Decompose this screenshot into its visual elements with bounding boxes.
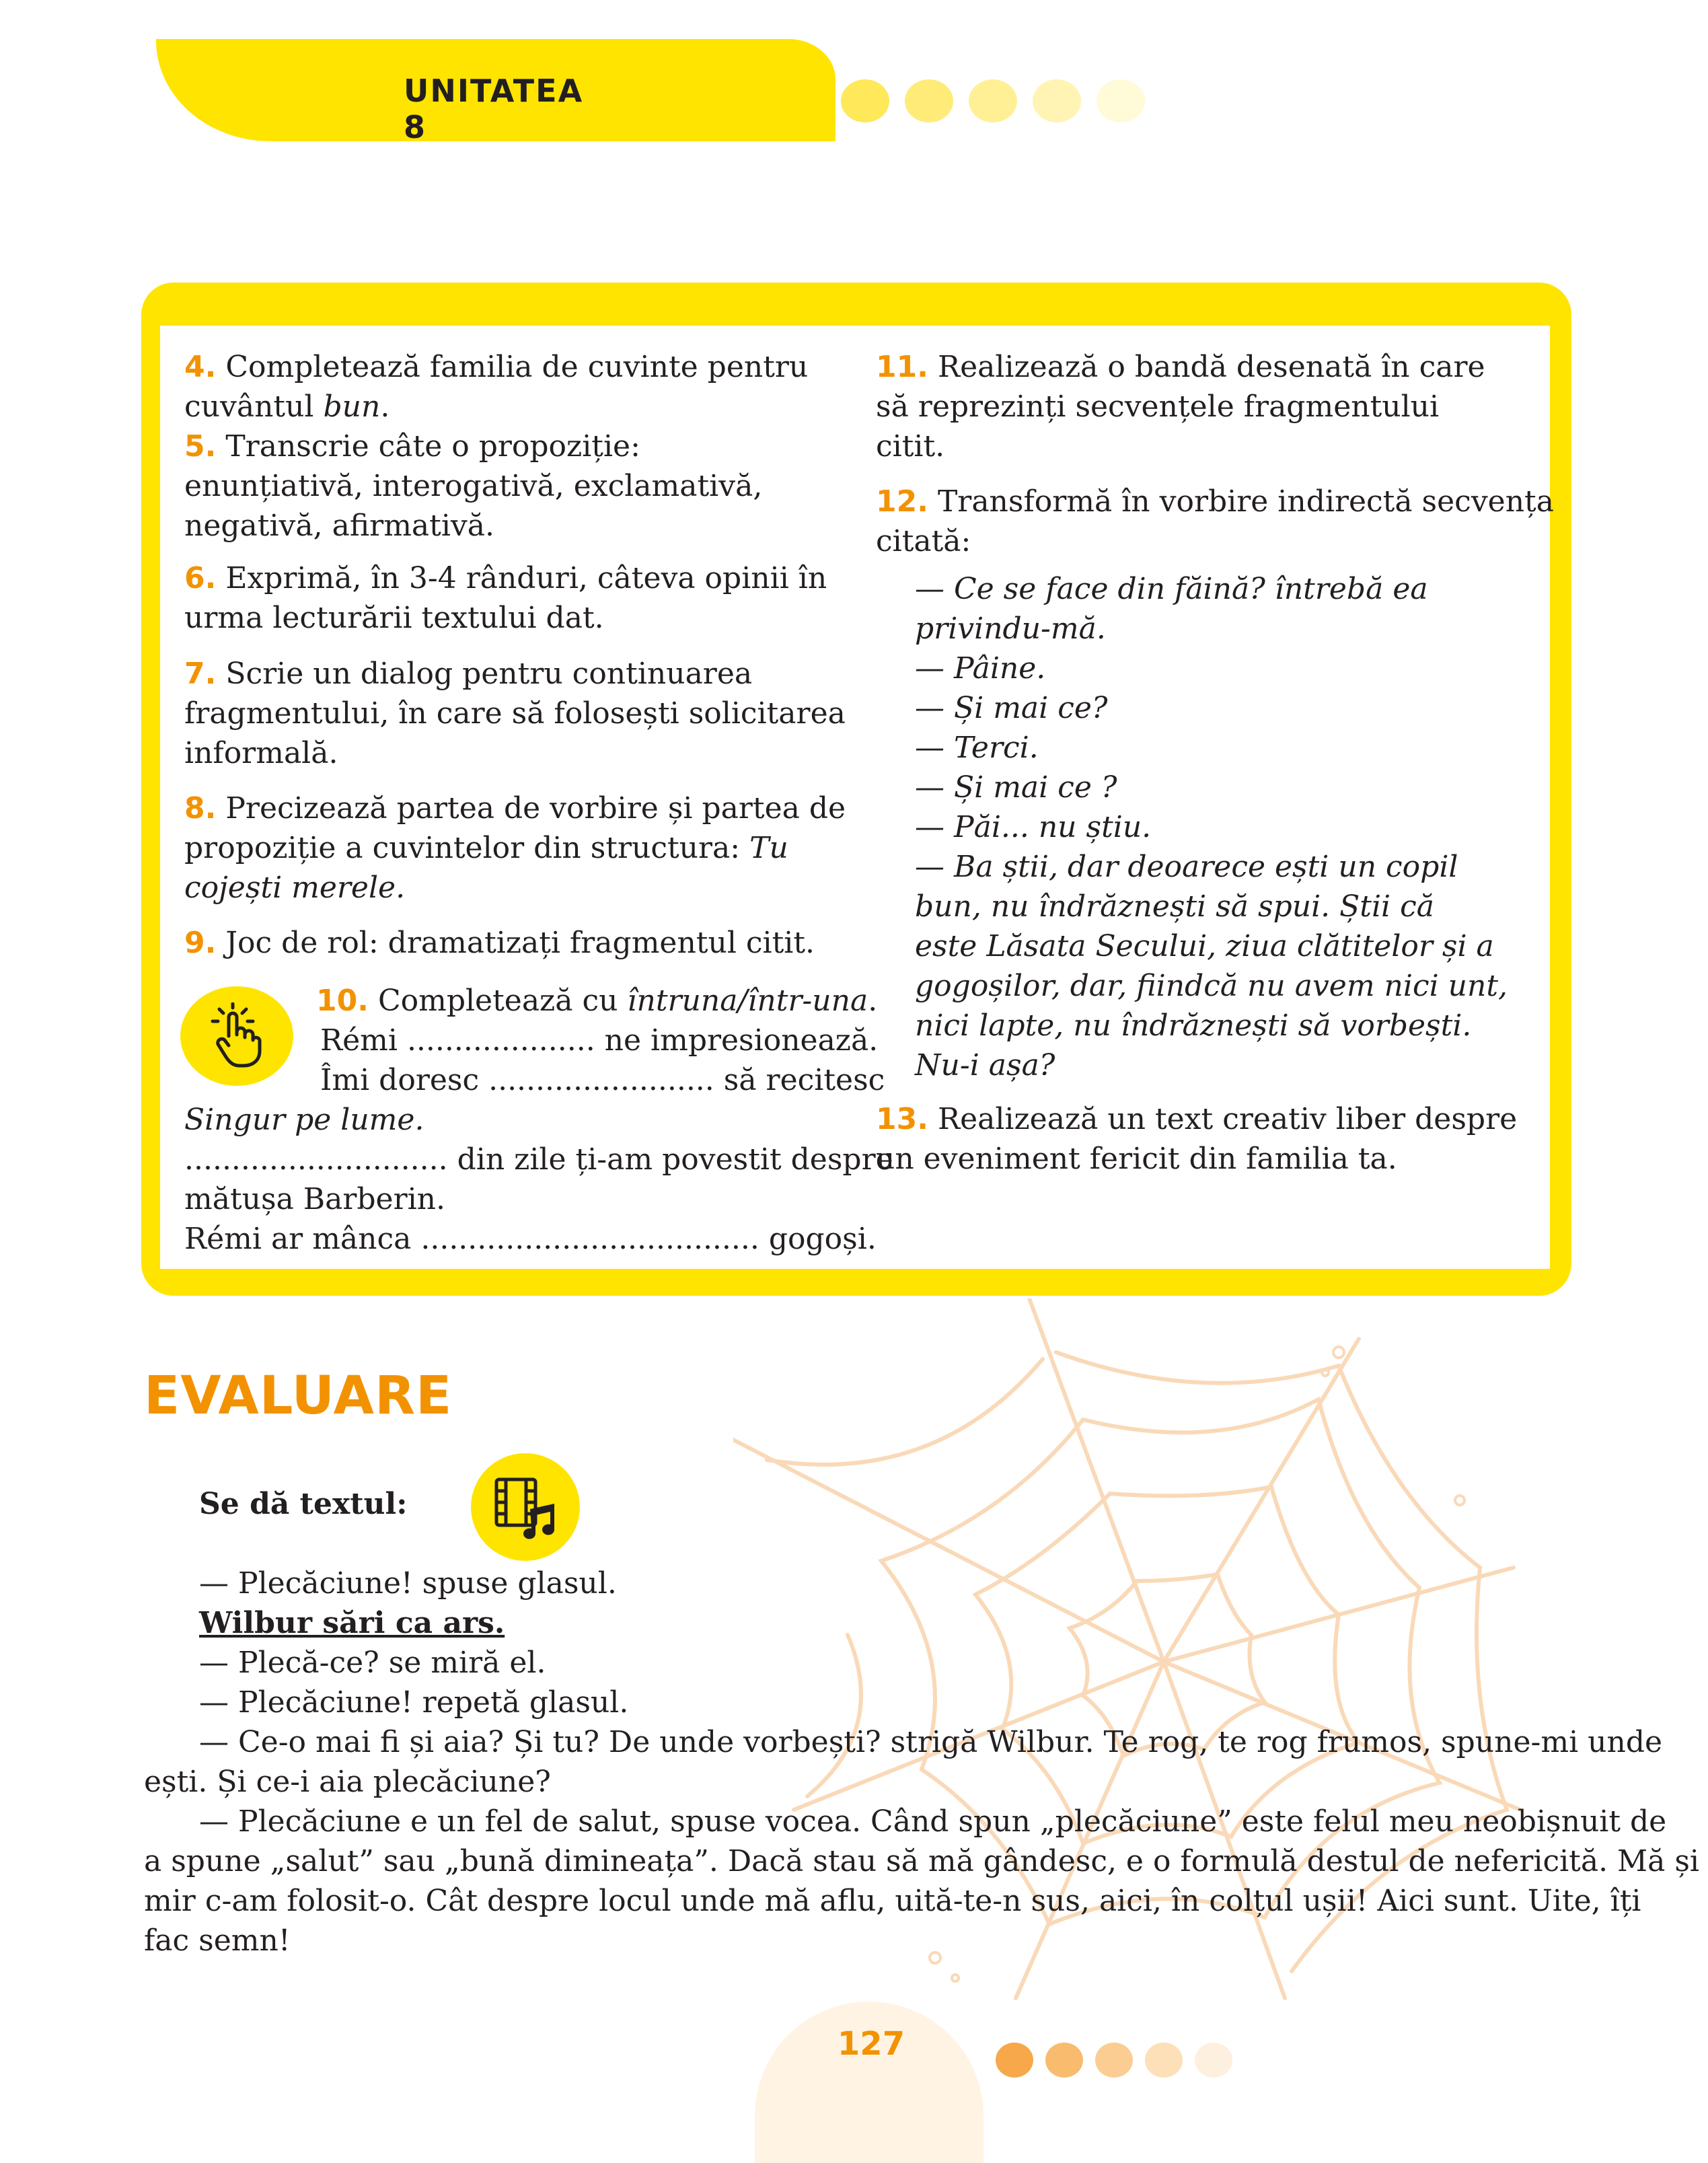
exercise-11-line: citit. xyxy=(876,429,945,464)
page-number: 127 xyxy=(837,2025,905,2063)
touch-hand-icon xyxy=(180,986,293,1086)
dialog-line: privindu-mă. xyxy=(915,612,1106,646)
exercise-6-line: urma lecturării textului dat. xyxy=(184,601,604,635)
exercise-4: 4. Completează familia de cuvinte pentru xyxy=(184,350,809,384)
exercise-10: 10. Completează cu întruna/într-una. xyxy=(316,984,878,1018)
exercise-5-line: negativă, afirmativă. xyxy=(184,509,494,543)
exercise-10-line: mătușa Barberin. xyxy=(184,1182,446,1216)
header-dot xyxy=(1033,79,1081,122)
exercise-13-line: un eveniment fericit din familia ta. xyxy=(876,1142,1397,1176)
text-line: — Ce-o mai fi și aia? Și tu? De unde vorbești? strigă Wilbur. Te rog, te rog frumos, spune-mi unde xyxy=(199,1725,1663,1759)
exercise-5: 5. Transcrie câte o propoziție: xyxy=(184,429,640,464)
dialog-line: — Terci. xyxy=(915,731,1039,765)
exercise-7-line: informală. xyxy=(184,736,338,770)
text-line: — Plecăciune e un fel de salut, spuse vocea. Când spun „plecăciune” este felul meu neobișnuit de xyxy=(199,1804,1667,1839)
text-line: — Plecă-ce? se miră el. xyxy=(199,1646,546,1680)
dialog-line: — Pâine. xyxy=(915,651,1046,686)
exercise-7: 7. Scrie un dialog pentru continuarea xyxy=(184,657,753,691)
exercise-10-line: Îmi doresc ........................ să recitesc xyxy=(320,1063,885,1097)
exercise-12: 12. Transformă în vorbire indirectă secvența xyxy=(876,484,1554,519)
header-dot xyxy=(1097,79,1145,122)
dialog-line: gogoșilor, dar, fiindcă nu avem nici unt, xyxy=(915,969,1508,1003)
text-line: mir c-am folosit-o. Cât despre locul unde mă aflu, uită-te-n sus, aici, în colțul ușii! Aici sunt. Uite, îți xyxy=(144,1884,1641,1918)
dialog-line: — Și mai ce? xyxy=(915,691,1108,725)
exercise-10-line: Singur pe lume. xyxy=(184,1103,424,1137)
footer-dot xyxy=(996,2043,1033,2078)
text-line: ești. Și ce-i aia plecăciune? xyxy=(144,1765,551,1799)
exercise-8-line: cojești merele. xyxy=(184,871,406,905)
dialog-line: — Ba știi, dar deoarece ești un copil xyxy=(915,850,1458,884)
text-line: fac semn! xyxy=(144,1923,291,1958)
footer-dot xyxy=(1095,2043,1133,2078)
exercise-10-line: Rémi ar mânca .................................... gogoși. xyxy=(184,1222,877,1256)
film-music-icon xyxy=(471,1453,580,1561)
exercise-5-line: enunțiativă, interogativă, exclamativă, xyxy=(184,469,763,503)
unit-title: UNITATEA 8 xyxy=(404,73,584,145)
dialog-line: este Lăsata Secului, ziua clătitelor și a xyxy=(915,929,1494,963)
exercise-11-line: să reprezinți secvențele fragmentului xyxy=(876,390,1440,424)
dialog-line: — Păi... nu știu. xyxy=(915,810,1152,844)
text-line-underlined: Wilbur sări ca ars. xyxy=(199,1606,505,1640)
header-dot xyxy=(841,79,889,122)
dialog-line: bun, nu îndrăznești să spui. Știi că xyxy=(915,889,1434,924)
text-intro: Se dă textul: xyxy=(199,1487,408,1521)
dialog-line: Nu-i așa? xyxy=(915,1048,1055,1083)
exercise-10-line: ............................ din zile ți-am povestit despre xyxy=(184,1142,893,1177)
exercise-13: 13. Realizează un text creativ liber despre xyxy=(876,1102,1518,1136)
header-dot xyxy=(905,79,953,122)
exercise-4-line: cuvântul bun. xyxy=(184,390,390,424)
exercise-8: 8. Precizează partea de vorbire și partea de xyxy=(184,791,846,826)
exercise-10-line: Rémi .................... ne impresionează. xyxy=(320,1023,879,1058)
evaluare-title: EVALUARE xyxy=(144,1366,453,1426)
footer-dot xyxy=(1195,2043,1232,2078)
exercise-8-line: propoziție a cuvintelor din structura: Tu xyxy=(184,831,788,865)
dialog-line: — Și mai ce ? xyxy=(915,770,1117,805)
text-line: — Plecăciune! spuse glasul. xyxy=(199,1566,617,1601)
exercise-9: 9. Joc de rol: dramatizați fragmentul citit. xyxy=(184,926,815,960)
footer-dot xyxy=(1045,2043,1083,2078)
dialog-line: — Ce se face din făină? întrebă ea xyxy=(915,572,1428,606)
dialog-line: nici lapte, nu îndrăznești să vorbești. xyxy=(915,1009,1472,1043)
exercise-7-line: fragmentului, în care să folosești solicitarea xyxy=(184,696,846,731)
footer-dot xyxy=(1145,2043,1183,2078)
exercise-12-line: citată: xyxy=(876,524,971,558)
text-line: — Plecăciune! repetă glasul. xyxy=(199,1685,629,1720)
exercise-6: 6. Exprimă, în 3-4 rânduri, câteva opinii în xyxy=(184,561,827,595)
text-line: a spune „salut” sau „bună dimineața”. Dacă stau să mă gândesc, e o formulă destul de nefericită. Mă și xyxy=(144,1844,1699,1878)
header-dot xyxy=(969,79,1017,122)
exercise-11: 11. Realizează o bandă desenată în care xyxy=(876,350,1485,384)
